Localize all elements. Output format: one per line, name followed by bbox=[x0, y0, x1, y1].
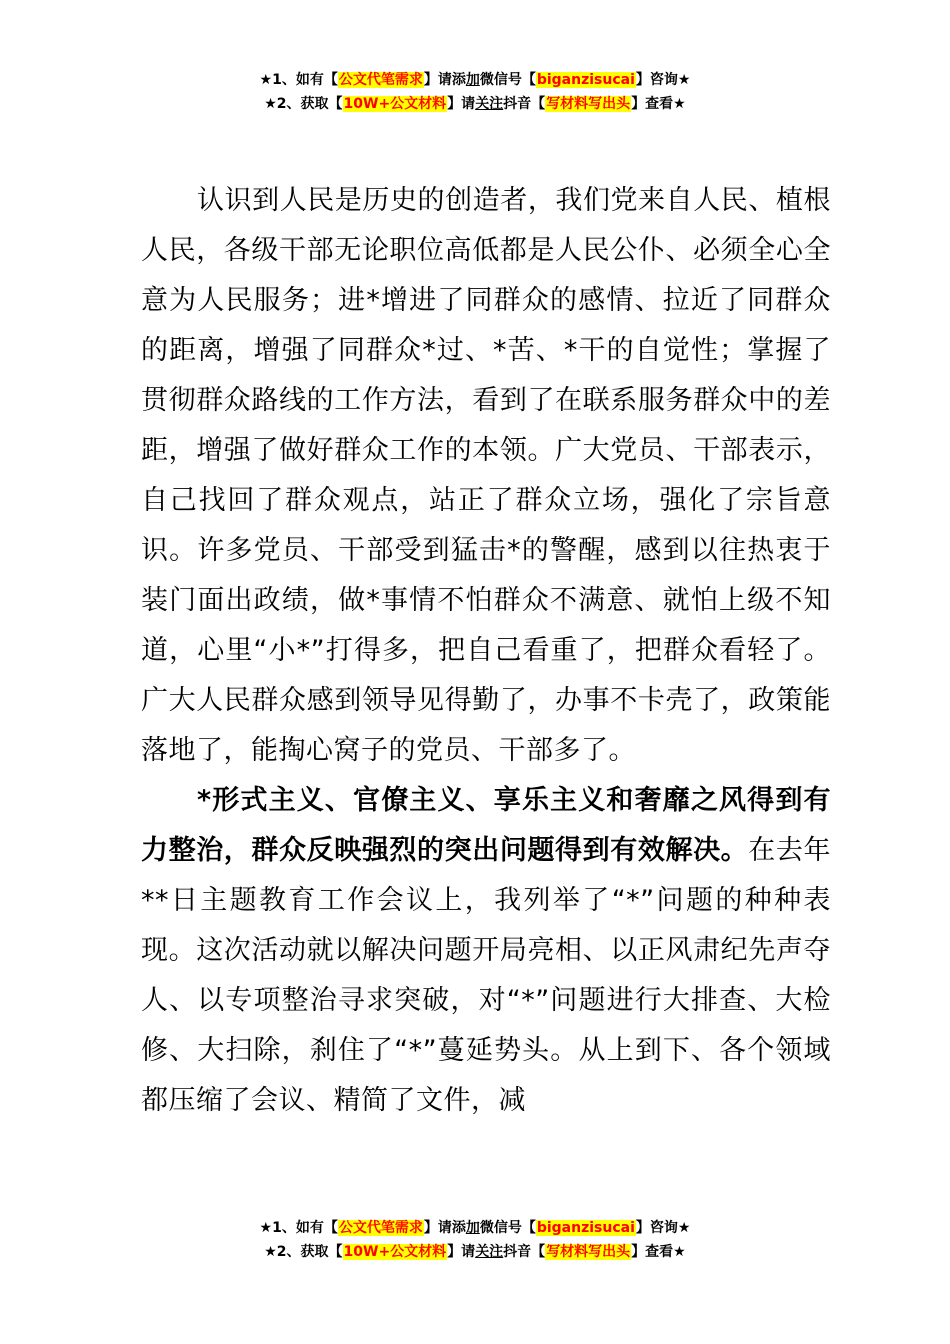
highlight-service: 公文代笔需求 bbox=[338, 1220, 423, 1236]
paragraph-2-heading: *形式主义、官僚主义、享乐主义和奢靡之风得到有力整治，群众反映强烈的突出问题得到有效解决。 bbox=[141, 785, 831, 866]
highlight-materials: 10W+公文材料 bbox=[343, 1244, 447, 1260]
highlight-wechat-id: biganzisucai bbox=[536, 1220, 635, 1236]
paragraph-1: 认识到人民是历史的创造者，我们党来自人民、植根人民，各级干部无论职位高低都是人民公仆、必须全心全意为人民服务；进*增进了同群众的感情、拉近了同群众的距离，增强了同群众*过、*苦、*干的自觉性；掌握了贯彻群众路线的工作方法，看到了在联系服务群众中的差距，增强了做好群众工作的本领。广大党员、干部表示，自己找回了群众观点，站正了群众立场，强化了宗旨意识。许多党员、干部受到猛击*的警醒，感到以往热衷于装门面出政绩，做*事情不怕群众不满意、就怕上级不知道，心里“小*”打得多，把自己看重了，把群众看轻了。广大人民群众感到领导见得勤了，办事不卡壳了，政策能落地了，能掏心窝子的党员、干部多了。 bbox=[141, 185, 831, 766]
document-body bbox=[141, 176, 831, 1126]
banner-line-2: ★2、获取【10W+公文材料】请关注抖音【写材料写出头】查看★ bbox=[264, 96, 686, 112]
highlight-wechat-id: biganzisucai bbox=[536, 72, 635, 88]
highlight-service: 公文代笔需求 bbox=[338, 72, 423, 88]
banner-line-2: ★2、获取【10W+公文材料】请关注抖音【写材料写出头】查看★ bbox=[264, 1244, 686, 1260]
paragraph-2 bbox=[141, 776, 831, 1126]
header-banner bbox=[0, 68, 950, 116]
highlight-douyin: 写材料写出头 bbox=[546, 96, 631, 112]
banner-line-1: ★1、如有【公文代笔需求】请添加微信号【biganzisucai】咨询★ bbox=[259, 72, 691, 88]
footer-banner bbox=[0, 1216, 950, 1264]
highlight-materials: 10W+公文材料 bbox=[343, 96, 447, 112]
paragraph-2-text: 在去年**日主题教育工作会议上，我列举了“*”问题的种种表现。这次活动就以解决问题开局亮相、以正风肃纪先声夺人、以专项整治寻求突破，对“*”问题进行大排查、大检修、大扫除，刹住了“*”蔓延势头。从上到下、各个领域都压缩了会议、精简了文件，减 bbox=[141, 835, 832, 1116]
banner-line-1: ★1、如有【公文代笔需求】请添加微信号【biganzisucai】咨询★ bbox=[259, 1220, 691, 1236]
highlight-douyin: 写材料写出头 bbox=[546, 1244, 631, 1260]
